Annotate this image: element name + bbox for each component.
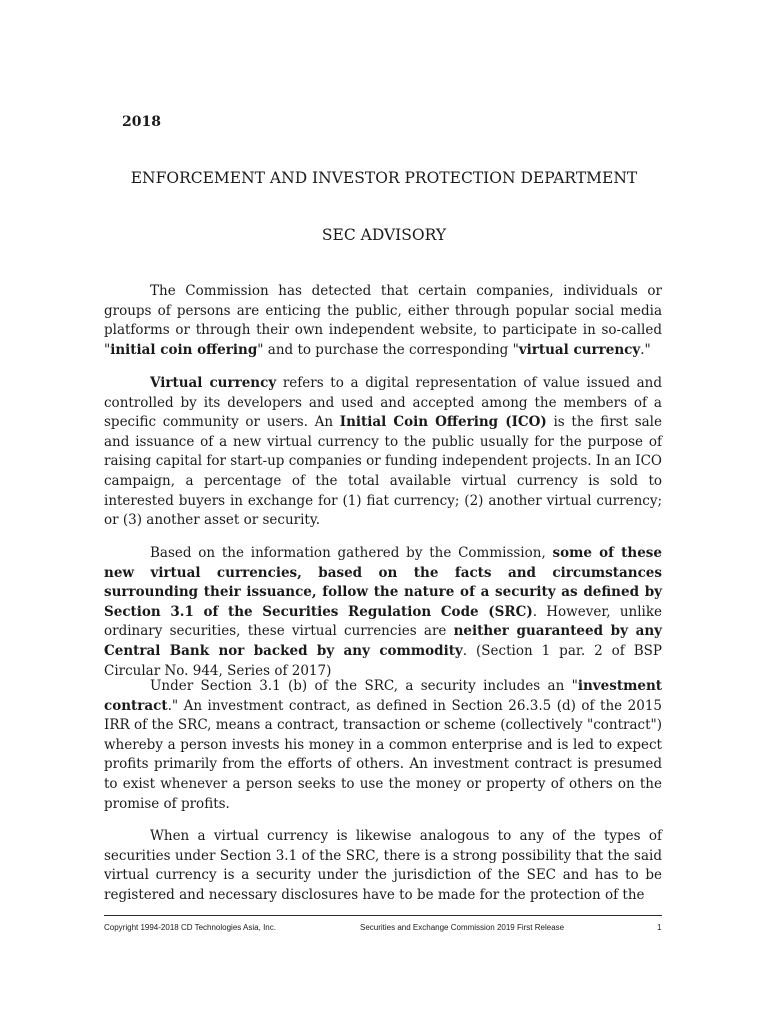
footer-release: Securities and Exchange Commission 2019 First Release <box>360 923 565 932</box>
footer-copyright: Copyright 1994-2018 CD Technologies Asia, Inc. <box>104 923 276 932</box>
paragraph-text: The Commission has detected that certain companies, individuals or groups of persons are enticing the public, either through popular social media platforms or through their own independent website, to participate in so-called " <box>104 283 662 358</box>
footer-divider <box>104 915 662 916</box>
emphasis-security-nature: some of these new virtual currencies, based on the facts and circumstances surrounding their issuance, follow the nature of a security as defined by Section 3.1 of the Securities Regulation Code (SRC) <box>104 545 662 620</box>
paragraph-commission-findings <box>104 544 662 681</box>
paragraph-analogous-securities <box>104 827 662 905</box>
term-investment-contract: investment contract <box>104 678 662 714</box>
paragraph-text: ." <box>640 341 651 358</box>
paragraph-text: When a virtual currency is likewise analogous to any of the types of securities under Section 3.1 of the SRC, there is a strong possibility that the said virtual currency is a security under the jurisdiction of the SEC and has to be registered and necessary disclosures have to be made for the protection of the <box>104 828 662 903</box>
paragraph-virtual-currency-definition <box>104 374 662 531</box>
paragraph-text: refers to a digital representation of value issued and controlled by its developers and used and accepted among the members of a specific community or users. An <box>104 375 663 431</box>
advisory-heading: SEC ADVISORY <box>321 226 447 244</box>
term-initial-coin-offering: initial coin offering <box>110 341 258 358</box>
emphasis-not-guaranteed: neither guaranteed by any Central Bank nor backed by any commodity <box>104 623 662 659</box>
term-ico: Initial Coin Offering (ICO) <box>339 414 547 431</box>
paragraph-text: " and to purchase the corresponding " <box>257 341 519 358</box>
document-year: 2018 <box>122 114 161 130</box>
paragraph-investment-contract <box>104 677 662 814</box>
paragraph-text: ." An investment contract, as defined in Section 26.3.5 (d) of the 2015 IRR of the SRC, means a contract, transaction or scheme (collectively "contract") whereby a person invests his money in a common enterprise and is led to expect profits primarily from the efforts of others. An investment contract is presumed to exist whenever a person seeks to use the money or property of others on the promise of profits. <box>104 697 662 812</box>
paragraph-text: . However, unlike ordinary securities, these virtual currencies are <box>104 603 663 640</box>
paragraph-text: is the first sale and issuance of a new virtual currency to the public usually for the purpose of raising capital for start-up companies or funding independent projects. In an ICO campaign, a percentage of the total available virtual currency is sold to interested buyers in exchange for (1) fiat currency; (2) another virtual currency; or (3) another asset or security. <box>104 414 662 529</box>
paragraph-initial-coin-offering <box>104 282 662 360</box>
footer-page-number: 1 <box>657 923 662 932</box>
paragraph-text: Based on the information gathered by the Commission, <box>150 545 553 561</box>
term-virtual-currency: virtual currency <box>518 341 641 358</box>
department-heading: ENFORCEMENT AND INVESTOR PROTECTION DEPARTMENT <box>130 169 638 187</box>
paragraph-text: Under Section 3.1 (b) of the SRC, a security includes an " <box>150 678 578 694</box>
paragraph-text: . (Section 1 par. 2 of BSP Circular No. 944, Series of 2017) <box>104 642 662 679</box>
term-virtual-currency: Virtual currency <box>150 375 277 391</box>
